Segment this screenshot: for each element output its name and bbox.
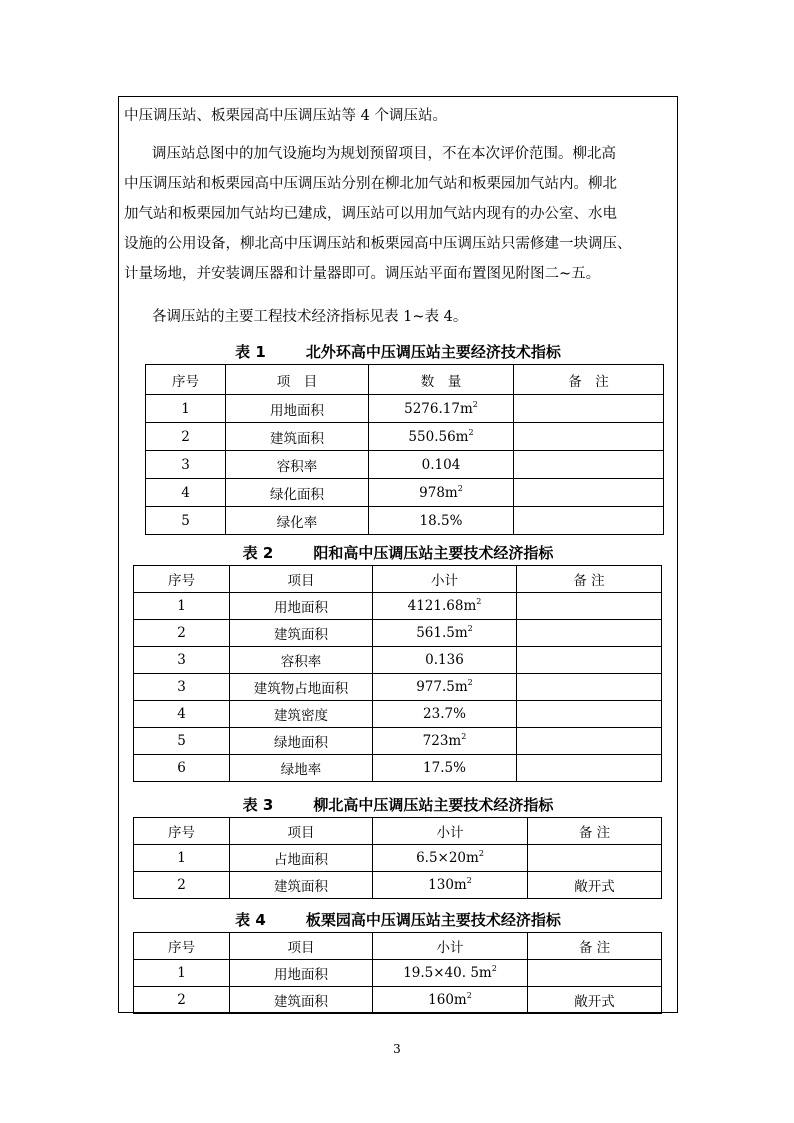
- cell-index: 2: [134, 872, 230, 899]
- header-cell: 小计: [373, 566, 517, 593]
- table2-caption: [124, 543, 672, 563]
- table1: [145, 364, 664, 535]
- header-cell: 备 注: [514, 365, 664, 395]
- cell-note: [517, 674, 662, 701]
- superscript: 2: [472, 399, 478, 409]
- table-row: [146, 451, 664, 479]
- cell-value: 17.5%: [373, 755, 517, 782]
- value-text: 5276.17m: [404, 400, 473, 417]
- cell-index: 4: [134, 701, 230, 728]
- cell-index: 1: [134, 960, 230, 987]
- value-text: 561.5m: [416, 625, 468, 641]
- superscript: 2: [468, 427, 474, 437]
- table3-caption: [124, 795, 672, 815]
- cell-value: [373, 620, 517, 647]
- cell-value: 0.104: [369, 451, 514, 479]
- cell-note: [514, 479, 664, 507]
- cell-note: [517, 647, 662, 674]
- cell-note: [528, 845, 662, 872]
- table-row: [134, 647, 662, 674]
- cell-value: [373, 987, 528, 1014]
- table-row: [134, 845, 662, 872]
- table4: [133, 932, 662, 1014]
- value-text: 130m: [428, 877, 467, 893]
- cell-item: 建筑面积: [230, 872, 373, 899]
- paragraph-line-1: 中压调压站、板栗园高中压调压站等 4 个调压站。: [124, 108, 447, 124]
- cell-note: [517, 728, 662, 755]
- cell-index: 3: [146, 451, 226, 479]
- value-text: 723m: [422, 733, 462, 749]
- table-row: [134, 987, 662, 1014]
- table1-title: 北外环高中压调压站主要经济技术指标: [305, 343, 561, 361]
- paragraph-line-5: 设施的公用设备，柳北高中压调压站和板栗园高中压调压站只需修建一块调压、: [124, 236, 632, 252]
- table-row: [146, 479, 664, 507]
- table-header-row: [134, 566, 662, 593]
- value-text: 6.5×20m: [416, 850, 479, 866]
- cell-value: 18.5%: [369, 507, 514, 535]
- cell-note: [514, 507, 664, 535]
- cell-value: [369, 423, 514, 451]
- cell-index: 1: [134, 845, 230, 872]
- cell-item: 绿地面积: [230, 728, 373, 755]
- cell-note: 敞开式: [528, 872, 662, 899]
- paragraph-line-4: 加气站和板栗园加气站均已建成，调压站可以用加气站内现有的办公室、水电: [124, 206, 617, 222]
- cell-index: 5: [146, 507, 226, 535]
- header-cell: 序号: [134, 818, 230, 845]
- cell-index: 5: [134, 728, 230, 755]
- value-text: 19.5×40. 5m: [403, 965, 492, 981]
- paragraph-line-2: 调压站总图中的加气设施均为规划预留项目，不在本次评价范围。柳北高: [152, 146, 616, 162]
- paragraph-line-6: 计量场地，并安装调压器和计量器即可。调压站平面布置图见附图二~五。: [124, 266, 601, 282]
- header-cell: 小计: [373, 818, 528, 845]
- table2-number: 表 2: [242, 544, 274, 562]
- cell-index: 2: [134, 987, 230, 1014]
- header-cell: 备 注: [528, 933, 662, 960]
- value-text: 4121.68m: [407, 598, 477, 614]
- header-cell: 序号: [146, 365, 226, 395]
- table-header-row: [146, 365, 664, 395]
- cell-value: [373, 728, 517, 755]
- table4-number: 表 4: [235, 911, 266, 929]
- table3-title: 柳北高中压调压站主要技术经济指标: [313, 796, 554, 814]
- cell-note: [514, 395, 664, 423]
- table4-caption: [124, 910, 672, 930]
- cell-item: 建筑物占地面积: [230, 674, 373, 701]
- cell-index: 4: [146, 479, 226, 507]
- superscript: 2: [478, 849, 484, 858]
- cell-value: [373, 674, 517, 701]
- cell-note: [514, 451, 664, 479]
- cell-value: [373, 872, 528, 899]
- table-row: [134, 728, 662, 755]
- table1-caption: [124, 342, 672, 362]
- cell-item: 建筑面积: [230, 987, 373, 1014]
- cell-value: [369, 479, 514, 507]
- paragraph-line-7: 各调压站的主要工程技术经济指标见表 1~表 4。: [152, 309, 468, 325]
- cell-index: 1: [134, 593, 230, 620]
- table-row: [134, 593, 662, 620]
- table-row: [146, 395, 664, 423]
- table-header-row: [134, 818, 662, 845]
- table2-title: 阳和高中压调压站主要技术经济指标: [313, 544, 554, 562]
- value-text: 978m: [419, 484, 458, 501]
- cell-value: [369, 395, 514, 423]
- header-cell: 序号: [134, 933, 230, 960]
- cell-note: [517, 593, 662, 620]
- value-text: 160m: [428, 992, 467, 1008]
- table4-title: 板栗园高中压调压站主要技术经济指标: [305, 911, 561, 929]
- cell-item: 建筑密度: [230, 701, 373, 728]
- table-row: [134, 620, 662, 647]
- cell-note: [517, 620, 662, 647]
- cell-value: 23.7%: [373, 701, 517, 728]
- cell-item: 绿地率: [230, 755, 373, 782]
- value-text: 977.5m: [416, 679, 468, 695]
- table-row: [134, 701, 662, 728]
- cell-value: [373, 960, 528, 987]
- table-row: [134, 872, 662, 899]
- superscript: 2: [476, 597, 482, 606]
- cell-index: 2: [146, 423, 226, 451]
- superscript: 2: [491, 964, 497, 973]
- cell-item: 用地面积: [230, 960, 373, 987]
- header-cell: 项 目: [226, 365, 369, 395]
- superscript: 2: [461, 732, 467, 741]
- table3-number: 表 3: [242, 796, 274, 814]
- cell-note: 敞开式: [528, 987, 662, 1014]
- superscript: 2: [467, 678, 473, 687]
- header-cell: 项目: [230, 818, 373, 845]
- cell-note: [517, 755, 662, 782]
- cell-item: 容积率: [226, 451, 369, 479]
- superscript: 2: [466, 991, 472, 1000]
- cell-index: 2: [134, 620, 230, 647]
- cell-index: 1: [146, 395, 226, 423]
- paragraph-line-3: 中压调压站和板栗园高中压调压站分别在柳北加气站和板栗园加气站内。柳北: [124, 176, 617, 192]
- cell-index: 6: [134, 755, 230, 782]
- cell-item: 用地面积: [226, 395, 369, 423]
- superscript: 2: [457, 483, 463, 493]
- cell-item: 容积率: [230, 647, 373, 674]
- cell-value: [373, 845, 528, 872]
- table3: [133, 817, 662, 899]
- header-cell: 备 注: [528, 818, 662, 845]
- cell-index: 3: [134, 647, 230, 674]
- cell-value: 0.136: [373, 647, 517, 674]
- table2: [133, 565, 662, 782]
- table-row: [146, 423, 664, 451]
- table1-number: 表 1: [235, 343, 266, 361]
- cell-item: 绿化面积: [226, 479, 369, 507]
- header-cell: 小计: [373, 933, 528, 960]
- header-cell: 备 注: [517, 566, 662, 593]
- header-cell: 序号: [134, 566, 230, 593]
- cell-item: 建筑面积: [226, 423, 369, 451]
- header-cell: 项目: [230, 566, 373, 593]
- cell-value: [373, 593, 517, 620]
- superscript: 2: [467, 624, 473, 633]
- table-row: [146, 507, 664, 535]
- table-row: [134, 674, 662, 701]
- value-text: 550.56m: [408, 428, 469, 445]
- cell-item: 用地面积: [230, 593, 373, 620]
- cell-item: 占地面积: [230, 845, 373, 872]
- table-row: [134, 755, 662, 782]
- cell-note: [517, 701, 662, 728]
- header-cell: 数 量: [369, 365, 514, 395]
- page-number: 3: [393, 1042, 401, 1056]
- cell-item: 绿化率: [226, 507, 369, 535]
- cell-note: [514, 423, 664, 451]
- table-row: [134, 960, 662, 987]
- cell-index: 3: [134, 674, 230, 701]
- header-cell: 项目: [230, 933, 373, 960]
- table-header-row: [134, 933, 662, 960]
- superscript: 2: [466, 876, 472, 885]
- cell-item: 建筑面积: [230, 620, 373, 647]
- cell-note: [528, 960, 662, 987]
